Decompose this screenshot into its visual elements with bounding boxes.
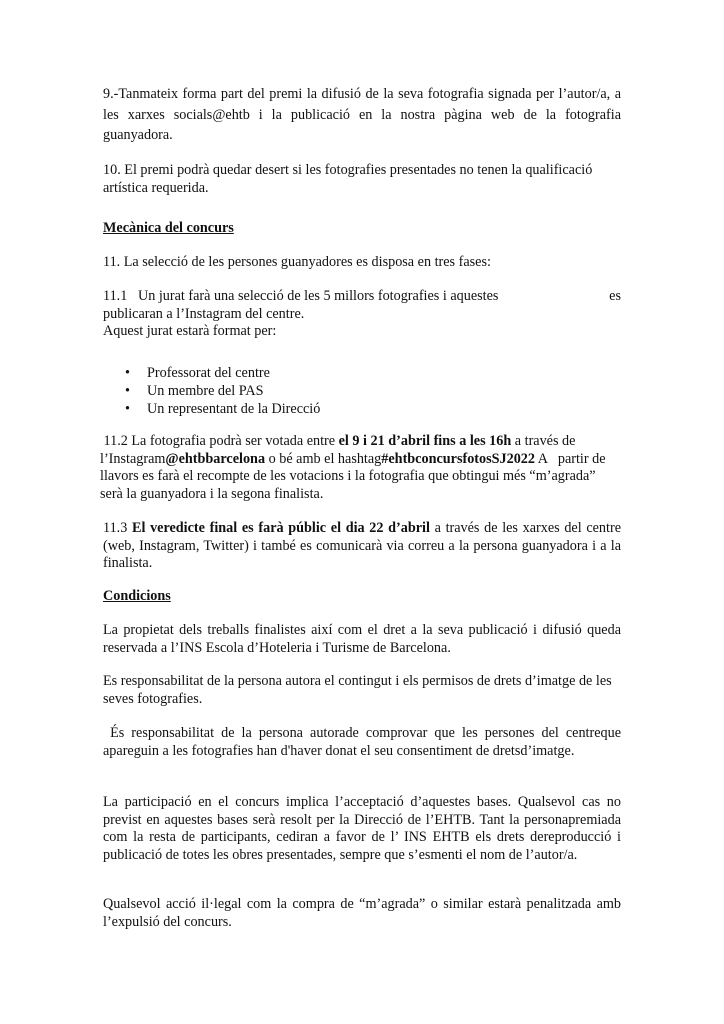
jury-item: • Un representant de la Direcció bbox=[103, 400, 621, 418]
paragraph-11-1-es: es bbox=[609, 288, 621, 304]
heading-condicions: Condicions bbox=[103, 588, 171, 604]
paragraph-11-1-line1: 11.1 Un jurat farà una selecció de les 5 millors fotografies i aquestes bbox=[103, 288, 499, 304]
text: 11.2 La fotografia podrà ser votada entre bbox=[100, 433, 339, 449]
hashtag: #ehtbconcursfotosSJ2022 bbox=[381, 450, 535, 467]
jury-list bbox=[103, 364, 621, 418]
heading-mecanica: Mecànica del concurs bbox=[103, 220, 234, 236]
voting-dates: el 9 i 21 d’abril fins a les 16h bbox=[338, 433, 512, 449]
paragraph-11-1-line2: publicaran a l’Instagram del centre. bbox=[103, 305, 305, 322]
paragraph-9: 9.-Tanmateix forma part del premi la difusió de la seva fotografia signada per l’autor/a, a les xarxes socials@ehtb i la publicació en la nostra pàgina web de la fotografia guanyadora. bbox=[103, 86, 621, 143]
verdict-date: El veredicte final es farà públic el dia 22 d’abril bbox=[131, 520, 430, 536]
text: a través de les xarxes del centre (web, Instagram, Twitter) i també es comunicarà via correu a la persona guanyadora i a la finalista. bbox=[103, 520, 621, 571]
condition-4: La participació en el concurs implica l’acceptació d’aquestes bases. Qualsevol cas no previst en aquestes bases serà resolt per la Direcció de l’EHTB. Tant la personapremiada com la resta de participants, cediran a favor de l’ INS EHTB els drets dereproducció i publicació de totes les obres presentades, sempre que s’esmenti el nom de l’autor/a. bbox=[103, 794, 621, 863]
text: a través de l’Instagram bbox=[100, 433, 576, 467]
text: 11.3 bbox=[103, 520, 132, 536]
paragraph-10: 10. El premi podrà quedar desert si les fotografies presentades no tenen la qualificació artística requerida. bbox=[103, 162, 593, 196]
condition-2: Es responsabilitat de la persona autora el contingut i els permisos de drets d’imatge de les seves fotografies. bbox=[103, 673, 612, 707]
instagram-handle: @ehtbbarcelona bbox=[165, 450, 266, 467]
paragraph-11-1 bbox=[103, 288, 621, 341]
text: A partir de llavors es farà el recompte de les votacions i la fotografia que obtingui més “m’agrada” serà la guanyadora i la segona finalista. bbox=[100, 450, 610, 502]
jury-item: • Un membre del PAS bbox=[103, 382, 621, 400]
condition-3: És responsabilitat de la persona autorade comprovar que les persones del centreque apareguin a les fotografies han d'haver donat el seu consentiment de dretsd’imatge. bbox=[103, 725, 625, 759]
jury-item: • Professorat del centre bbox=[103, 364, 621, 382]
condition-1: La propietat dels treballs finalistes així com el dret a la seva publicació i difusió queda reservada a l’INS Escola d’Hoteleria i Turisme de Barcelona. bbox=[103, 622, 621, 656]
paragraph-11-2 bbox=[100, 433, 618, 503]
condition-5: Qualsevol acció il·legal com la compra de “m’agrada” o similar estarà penalitzada amb l’expulsió del concurs. bbox=[103, 896, 621, 930]
paragraph-11-1-line3: Aquest jurat estarà format per: bbox=[103, 323, 277, 339]
paragraph-11: 11. La selecció de les persones guanyadores es disposa en tres fases: bbox=[103, 254, 491, 270]
paragraph-11-3 bbox=[103, 520, 621, 573]
text: o bé amb el hashtag bbox=[265, 450, 382, 467]
